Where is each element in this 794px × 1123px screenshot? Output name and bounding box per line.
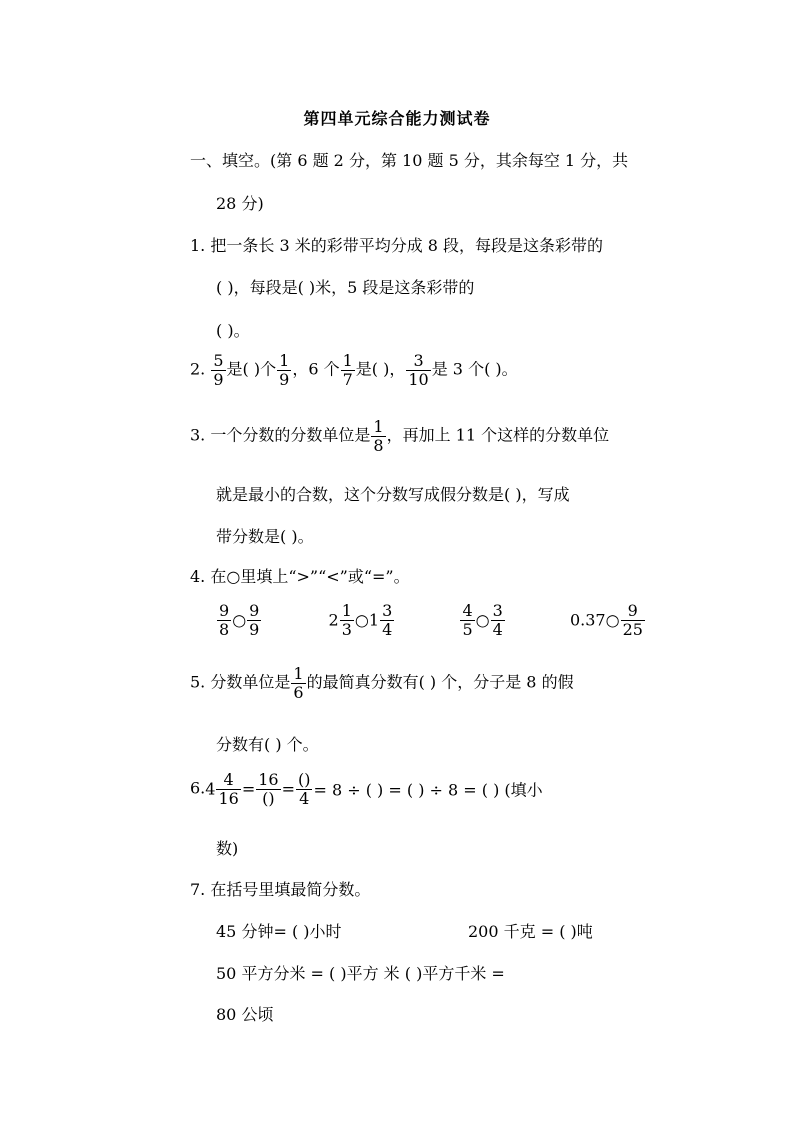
q1-line3: ( )。 bbox=[216, 321, 250, 340]
fraction: $\frac{1}{9}$ bbox=[279, 351, 290, 389]
circle-blank[interactable]: ○ bbox=[354, 610, 369, 630]
q6-line1 bbox=[190, 771, 543, 807]
fraction: $\frac{16}{()}$ bbox=[258, 770, 279, 808]
q3-text: 一个分数的分数单位是 bbox=[210, 425, 371, 445]
q1-line2: ( )，每段是( )米，5 段是这条彩带的 bbox=[216, 278, 475, 297]
q1-line1: 1. 把一条长 3 米的彩带平均分成 8 段，每段是这条彩带的 bbox=[190, 236, 604, 255]
fraction: $\frac{1}{6}$ bbox=[293, 664, 304, 702]
fraction: $\frac{9}{8}$ bbox=[219, 601, 230, 639]
circle-blank[interactable]: ○ bbox=[232, 610, 247, 630]
fraction: $\frac{3}{10}$ bbox=[408, 351, 429, 389]
fraction: $\frac{5}{9}$ bbox=[213, 351, 224, 389]
section-heading-cont: 28 分) bbox=[216, 194, 264, 213]
fraction: $\frac{1}{8}$ bbox=[373, 417, 384, 455]
q7-line3: 50 平方分米 = ( )平方 米 ( )平方千米 = bbox=[216, 964, 505, 983]
fraction: $\frac{9}{25}$ bbox=[622, 601, 643, 639]
q5-line1 bbox=[190, 665, 574, 701]
q7-line1: 7. 在括号里填最简分数。 bbox=[190, 880, 371, 899]
decimal-value: 0.37 bbox=[569, 610, 606, 630]
page-title: 第四单元综合能力测试卷 bbox=[303, 109, 491, 128]
q5-text: 的最简真分数有( ) 个，分子是 8 的假 bbox=[306, 672, 574, 692]
equals-sign: = bbox=[241, 779, 256, 799]
q5-number: 5. bbox=[190, 672, 206, 692]
q6-line2: 数) bbox=[216, 839, 239, 858]
fraction: $\frac{4}{16}$ bbox=[218, 770, 239, 808]
fraction: $\frac{1}{7}$ bbox=[342, 351, 353, 389]
fraction: $\frac{()}{4}$ bbox=[297, 770, 311, 808]
fraction: $\frac{3}{4}$ bbox=[492, 601, 503, 639]
q5-text: 分数单位是 bbox=[210, 672, 291, 692]
q2-text: 是( )个 bbox=[226, 359, 277, 379]
q3-line3: 带分数是( )。 bbox=[216, 527, 314, 546]
whole-number: 2 bbox=[328, 610, 339, 630]
q3-line2: 就是最小的合数，这个分数写成假分数是( )，写成 bbox=[216, 485, 570, 504]
q7-item-a: 45 分钟= ( )小时 bbox=[216, 922, 342, 941]
q2-text: 是 3 个( )。 bbox=[431, 359, 518, 379]
q3-line1 bbox=[190, 418, 609, 454]
q2-line bbox=[190, 352, 518, 388]
fraction: $\frac{4}{5}$ bbox=[462, 601, 473, 639]
whole-number: 1 bbox=[368, 610, 380, 630]
whole-number: 4 bbox=[205, 779, 216, 799]
q7-item-b: 200 千克 = ( )吨 bbox=[468, 922, 593, 941]
fraction: $\frac{9}{9}$ bbox=[249, 601, 260, 639]
section-heading: 一、填空。(第 6 题 2 分，第 10 题 5 分，其余每空 1 分，共 bbox=[190, 151, 629, 170]
equals-sign: = bbox=[281, 779, 295, 799]
q6-number: 6. bbox=[190, 778, 206, 798]
q3-number: 3. bbox=[190, 425, 206, 445]
q5-line2: 分数有( ) 个。 bbox=[216, 735, 319, 754]
fraction: $\frac{3}{4}$ bbox=[382, 601, 393, 639]
q4-line1: 4. 在○里填上“>”“<”或“=”。 bbox=[190, 567, 410, 586]
circle-blank[interactable]: ○ bbox=[475, 610, 490, 630]
q3-text: ，再加上 11 个这样的分数单位 bbox=[386, 425, 610, 445]
q6-text: = 8 ÷ ( ) = ( ) ÷ 8 = ( ) (填小 bbox=[313, 780, 543, 800]
q2-text: 是( )， bbox=[355, 359, 406, 379]
fraction: $\frac{1}{3}$ bbox=[341, 601, 352, 639]
circle-blank[interactable]: ○ bbox=[605, 610, 620, 630]
q4-comparisons bbox=[216, 602, 646, 638]
q2-text: ，6 个 bbox=[292, 359, 340, 379]
q7-line4: 80 公顷 bbox=[216, 1005, 274, 1024]
q2-number: 2. bbox=[190, 359, 206, 379]
